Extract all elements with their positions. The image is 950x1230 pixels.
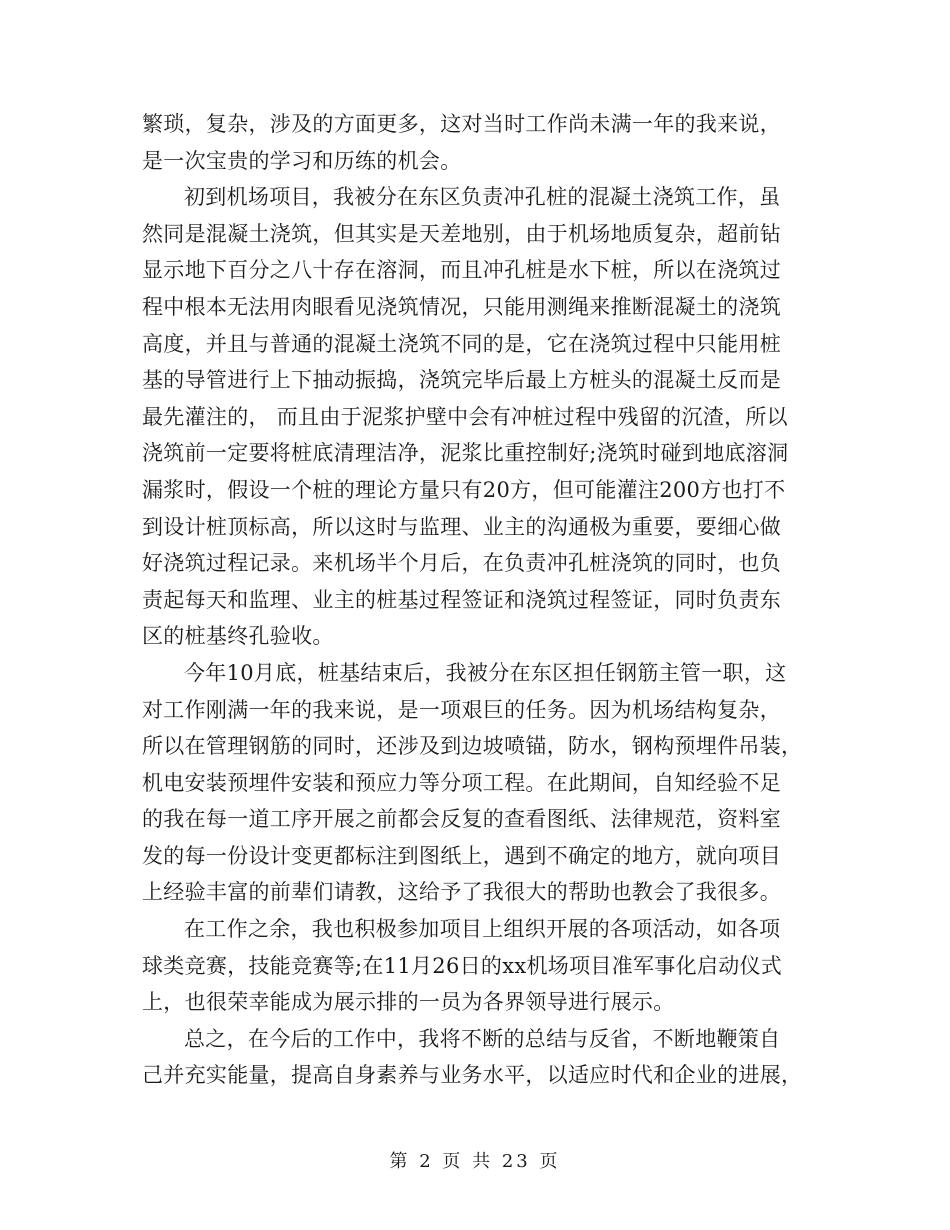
text-line: 的我在每一道工序开展之前都会反复的查看图纸、法律规范，资料室 (142, 807, 781, 832)
text-line: 球类竞赛，技能竞赛等;在11月26日的xx机场项目准军事化启动仪式 (142, 953, 783, 978)
text-line: 繁琐，复杂，涉及的方面更多，这对当时工作尚未满一年的我来说， (142, 112, 781, 136)
text-line: 己并充实能量，提高自身素养与业务水平，以适应时代和企业的进展， (142, 1063, 803, 1088)
text-line: 发的每一份设计变更都标注到图纸上，遇到不确定的地方，就向项目 (142, 843, 781, 868)
text-line: 在工作之余，我也积极参加项目上组织开展的各项活动，如各项 (184, 917, 781, 942)
text-line: 区的桩基终孔验收。 (142, 624, 334, 649)
text-line: 程中根本无法用肉眼看见浇筑情况，只能用测绳来推断混凝土的浇筑 (142, 294, 781, 319)
text-line: 上，也很荣幸能成为展示排的一员为各界领导进行展示。 (142, 990, 675, 1015)
text-line: 是一次宝贵的学习和历练的机会。 (142, 148, 462, 173)
text-line: 漏浆时，假设一个桩的理论方量只有20方，但可能灌注200方也打不 (142, 477, 786, 502)
text-line: 机电安装预埋件安装和预应力等分项工程。在此期间，自知经验不足 (142, 770, 781, 795)
text-line: 上经验丰富的前辈们请教，这给予了我很大的帮助也教会了我很多。 (142, 880, 781, 905)
text-line: 显示地下百分之八十存在溶洞，而且冲孔桩是水下桩，所以在浇筑过 (142, 258, 781, 283)
text-line: 到设计桩顶标高，所以这时与监理、业主的沟通极为重要，要细心做 (142, 514, 781, 539)
document-body (142, 106, 822, 1094)
text-line: 浇筑前一定要将桩底清理洁净，泥浆比重控制好;浇筑时碰到地底溶洞 (142, 441, 789, 466)
text-line: 初到机场项目，我被分在东区负责冲孔桩的混凝土浇筑工作，虽 (184, 185, 781, 210)
text-line: 所以在管理钢筋的同时，还涉及到边坡喷锚，防水，钢构预埋件吊装， (142, 734, 803, 759)
text-line: 好浇筑过程记录。来机场半个月后，在负责冲孔桩浇筑的同时，也负 (142, 551, 781, 576)
text-line: 责起每天和监理、业主的桩基过程签证和浇筑过程签证，同时负责东 (142, 587, 781, 612)
text-line: 总之，在今后的工作中，我将不断的总结与反省，不断地鞭策自 (184, 1026, 781, 1051)
text-line: 今年10月底，桩基结束后，我被分在东区担任钢筋主管一职，这 (184, 660, 787, 685)
page-number-footer: 第 2 页 共 23 页 (389, 1151, 561, 1172)
text-line: 基的导管进行上下抽动振捣，浇筑完毕后最上方桩头的混凝土反而是 (142, 368, 781, 393)
text-line: 最先灌注的， 而且由于泥浆护壁中会有冲桩过程中残留的沉渣，所以 (142, 404, 788, 429)
text-line: 对工作刚满一年的我来说，是一项艰巨的任务。因为机场结构复杂， (142, 697, 781, 722)
text-line: 高度，并且与普通的混凝土浇筑不同的是，它在浇筑过程中只能用桩 (142, 331, 781, 356)
text-line: 然同是混凝土浇筑，但其实是天差地别，由于机场地质复杂，超前钻 (142, 221, 781, 246)
